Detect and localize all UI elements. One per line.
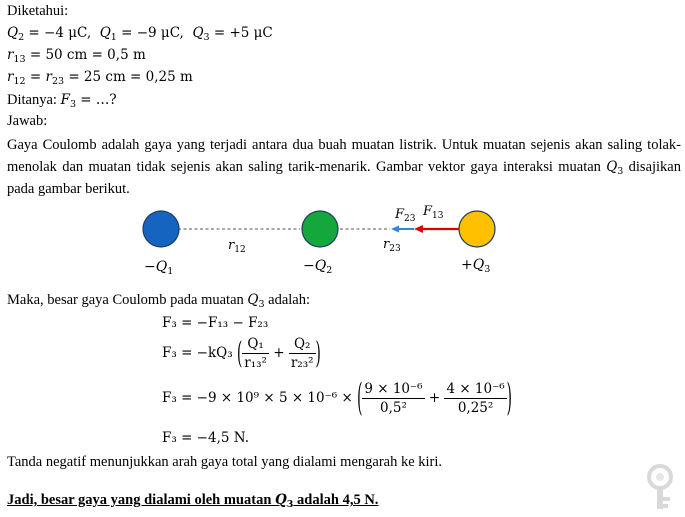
f13-label: $F_{13}$ [423, 204, 444, 221]
force-f23-arrowhead [391, 226, 399, 233]
key-watermark-icon [640, 463, 680, 513]
r12-label: $r_{12}$ [228, 238, 246, 255]
q2-label: $-Q_2$ [303, 258, 333, 276]
known-r13: $r_{13} = 50$ cm = 0,5 m [7, 47, 146, 65]
asked-line: Ditanya: $F_3$ = …? [7, 92, 117, 110]
answer-heading: Jawab: [7, 113, 48, 129]
equation-1: F₃ = −F₁₃ − F₂₃ [162, 315, 269, 331]
q1-label: $-Q_1$ [144, 259, 174, 277]
f23-label: $F_{23}$ [395, 207, 416, 224]
r23-label: $r_{23}$ [383, 237, 401, 254]
charge-q3-circle [459, 211, 495, 247]
conclusion-text: Jadi, besar gaya yang dialami oleh muatan $Q_3$ adalah 4,5 N. [7, 492, 379, 510]
known-r12-r23: $r_{12} = r_{23} = 25$ cm = 0,25 m [7, 69, 193, 87]
charge-q2-circle [302, 211, 338, 247]
charge-q1-circle [143, 211, 179, 247]
equation-2: F₃ = −kQ₃ ( $\frac{\text{Q₁}}{\text{r₁₃²}}$ + $\frac{\text{Q₂}}{\text{r₂₃²}}$ ) [162, 335, 321, 372]
q3-label: $+Q_3$ [461, 257, 491, 275]
result-intro: Maka, besar gaya Coulomb pada muatan $Q_3$ adalah: [7, 292, 311, 310]
force-f13-arrowhead [414, 225, 423, 233]
known-charges: $Q_2 = -4$ μC, $Q_1 = -9$ μC, $Q_3 = +5$ μC [7, 25, 273, 43]
intro-paragraph: Gaya Coulomb adalah gaya yang terjadi antara dua buah muatan listrik. Untuk muatan sejenis akan saling tolak-menolak dan muatan tidak sejenis akan saling tarik-menarik. Gambar vektor gaya interaksi muatan $Q_3$ disajikan pada gambar berikut. [7, 137, 681, 197]
note-text: Tanda negatif menunjukkan arah gaya total yang dialami mengarah ke kiri. [7, 454, 443, 470]
known-heading: Diketahui: [7, 3, 69, 19]
force-diagram [0, 200, 685, 280]
equation-3: F₃ = −9 × 10⁹ × 5 × 10⁻⁶ × ( $\frac{\text{9 × 10⁻⁶}}{\text{0,5²}}$ + $\frac{\text{4 × 10⁻⁶}}{\text{0,25²}}$ ) [162, 376, 512, 421]
equation-4: F₃ = −4,5 N. [162, 430, 249, 446]
